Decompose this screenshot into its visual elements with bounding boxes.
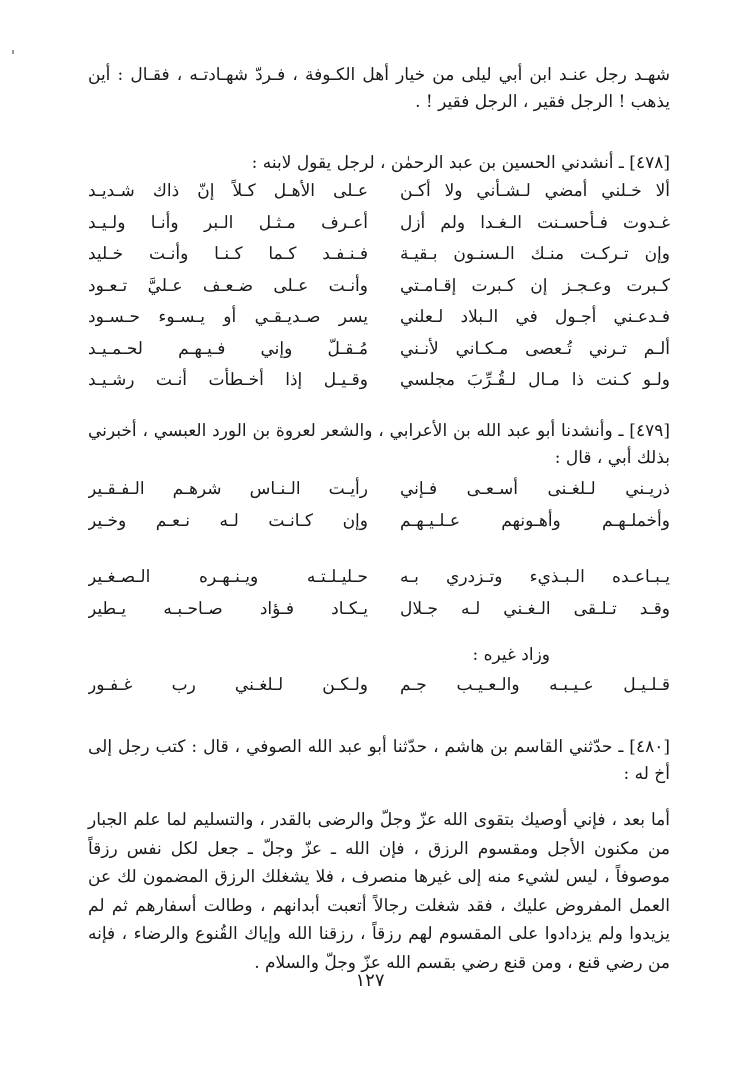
addition-note-text: وزاد غيره : (472, 645, 550, 665)
intro-text: شهـد رجل عنـد ابن أبي ليلى من خيار أهل الكـوفة ، فـردّ شهـادتـه ، فقـال : أين يذهب ! الرجل فقير ، الرجل فقير ! . (88, 65, 670, 112)
verse-line (88, 239, 670, 271)
verse-second-hemistich: فـنـفـد كـما كـنـا وأنـت خـليد (88, 244, 368, 264)
verse-line (88, 271, 670, 303)
verse-first-hemistich: ألـم تـرني تُـعصى مـكـاني لأنـني (400, 338, 670, 359)
entry-479-text: [٤٧٩] ـ وأنشدنا أبو عبد الله بن الأعرابي ، والشعر لعروة بن الورد العبسي ، أخبرني بذلك أبي ، قال : (88, 421, 670, 468)
verse-second-hemistich: مُـقـلّ وإني فـيـهـم لحـمـيـد (88, 338, 368, 359)
verse-line (88, 302, 670, 334)
verse-line (88, 176, 670, 208)
verse-second-hemistich: وقـيـل إذا أخـطأت أنـت رشـيـد (88, 370, 368, 390)
verse-second-hemistich: يسر صـديـقـي أو يـسـوء حـسـود (88, 307, 368, 327)
letter-text: أما بعد ، فإني أوصيك بتقوى الله عزّ وجلّ والرضى بالقدر ، والتسليم لما علم الجبار من مكنون الأجل ومقسوم الرزق ، فإن الله ـ عزّ وجلّ ـ جعل لكل نفس رزقاً موصوفاً ، ليس لشيء منه إلى غيرها منصرف ، فلا يشغلك الرزق المضمون لك عن العمل المفروض عليك ، فقد شغلت رجالاً أتعبت أبدانهم ، وطالت أسفارهم ثم لم يزيدوا ولم يزدادوا على المقسوم لهم رزقاً ، رزقنا الله وإياك القُنوع والرضاء ، فإنه من رضي قنع ، ومن قنع رضي بقسم الله عزّ وجلّ والسلام . (88, 810, 670, 973)
verse-first-hemistich: ولـو كـنت ذا مـال لـقُـرِّبَ مجلسي (400, 370, 670, 390)
verse-first-hemistich: وإن تـركـت منـك الـسنـون بـقيـة (400, 244, 670, 264)
verse-first-hemistich: وأخملـهـم وأهـونهم عـلـيـهـم (400, 510, 670, 531)
verse-second-hemistich: عـلى الأهـل كـلاً إنّ ذاك شـديـد (88, 181, 368, 201)
poem-479-part-3 (88, 670, 670, 702)
verse-first-hemistich: وقـد تـلـقى الـغـني لـه جـلال (400, 598, 670, 619)
verse-first-hemistich: غـدوت فـأحسـنت الـغـدا ولم أزل (400, 212, 670, 233)
verse-second-hemistich: ولـكـن لـلغـني رب غـفـور (88, 675, 368, 695)
verse-line (88, 208, 670, 240)
entry-478-heading (88, 150, 670, 177)
entry-480-heading (88, 734, 670, 788)
letter-paragraph (88, 806, 670, 977)
verse-line (88, 506, 670, 538)
verse-line (88, 334, 670, 366)
verse-first-hemistich: كـبرت وعـجـز إن كـبرت إقـامـتي (400, 275, 670, 296)
verse-line (88, 670, 670, 702)
margin-mark (12, 50, 14, 54)
verse-first-hemistich: ألا خـلني أمضي لـشـأني ولا أكـن (400, 181, 670, 201)
verse-second-hemistich: وأنـت عـلى ضـعـف عـليَّ تـعـود (88, 275, 368, 296)
book-page (88, 62, 670, 1062)
verse-first-hemistich: ذريـني لـلغـنى أسـعـى فـإني (400, 479, 670, 499)
verse-line (88, 594, 670, 626)
entry-478-text: [٤٧٨] ـ أنشدني الحسين بن عبد الرحمٰن ، لرجل يقول لابنه : (251, 153, 670, 173)
verse-second-hemistich: يـكـاد فـؤاد صـاحـبـه يـطير (88, 598, 368, 619)
poem-479-part-2 (88, 562, 670, 625)
page-number: ١٢٧ (355, 970, 385, 991)
verse-first-hemistich: قـلـيـل عـيـبـه والـعـيـب جـم (400, 675, 670, 695)
verse-first-hemistich: فـدعـني أجـول في الـبلاد لـعلني (400, 307, 670, 327)
verse-line (88, 562, 670, 594)
verse-first-hemistich: يـبـاعـده الـبـذيء وتـزدري بـه (400, 567, 670, 587)
paragraph-intro (88, 62, 670, 116)
verse-second-hemistich: وإن كـانـت لـه نـعـم وخـير (88, 510, 368, 531)
verse-second-hemistich: أعـرف مـثـل الـبر وأنـا ولـيـد (88, 212, 368, 233)
addition-note (88, 642, 670, 669)
verse-line (88, 365, 670, 397)
verse-line (88, 474, 670, 506)
entry-479-heading (88, 418, 670, 472)
poem-479-part-1 (88, 474, 670, 537)
entry-480-text: [٤٨٠] ـ حدّثني القاسم بن هاشم ، حدّثنا أبو عبد الله الصوفي ، قال : كتب رجل إلى أخ له : (88, 737, 670, 784)
poem-478 (88, 176, 670, 397)
verse-second-hemistich: حـليـلـتـه ويـنـهـره الـصـغـير (88, 567, 368, 587)
verse-second-hemistich: رأيـت الـنـاس شرهـم الـفـقـير (88, 479, 368, 499)
